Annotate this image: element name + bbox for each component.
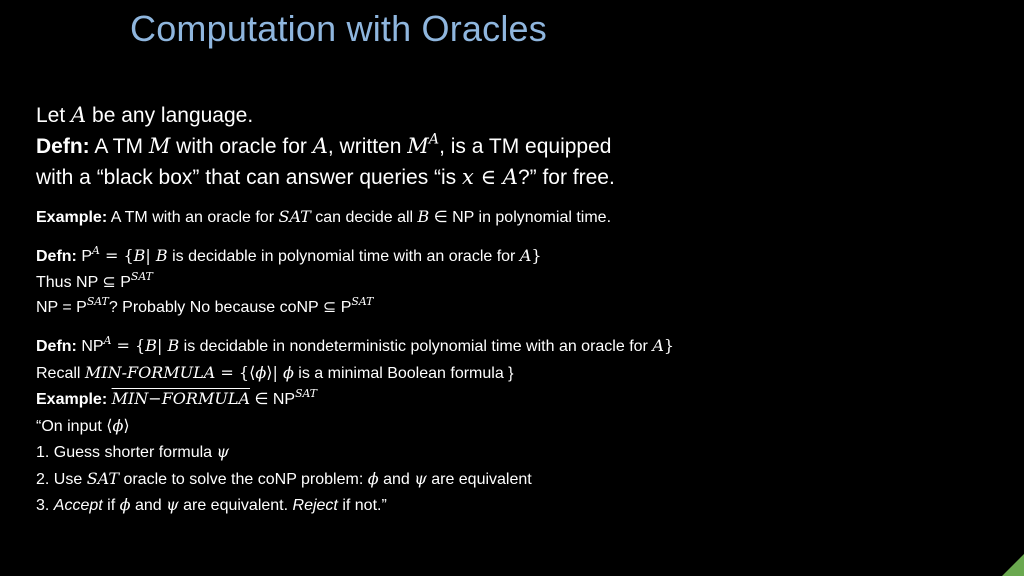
corner-accent-triangle — [1002, 554, 1024, 576]
np-question-line: NP = $P^{SAT}$? Probably No because coNP ⊆ $P^{SAT}$ — [36, 294, 374, 316]
intro-block — [36, 100, 615, 193]
defn-np-line: Defn: $NP^A = \{B|$ B is decidable in nondeterministic polynomial time with an oracle for A} — [36, 333, 675, 355]
step-1: 1. Guess shorter formula ψ — [36, 442, 230, 461]
defn-p-block — [36, 243, 542, 321]
defn-label: Defn: — [36, 135, 90, 158]
example-1: Example: A TM with an oracle for SAT can decide all B ∈ NP in polynomial time. — [36, 207, 612, 226]
defn-p-line: Defn: $P^A = \{B|$ B is decidable in polynomial time with an oracle for A} — [36, 243, 542, 265]
intro-line-1: Let A be any language. — [36, 103, 254, 127]
on-input-line: “On input ⟨ϕ⟩ — [36, 415, 130, 435]
defn-np-block — [36, 333, 674, 519]
slide-title: Computation with Oracles — [130, 8, 547, 49]
example-label: Example: — [36, 209, 108, 226]
step-3: 3. Accept if ϕ and ψ are equivalent. Reject if not.” — [36, 495, 387, 514]
recall-line: Recall MIN-FORMULA = {⟨ϕ⟩| ϕ is a minimal Boolean formula } — [36, 362, 514, 382]
intro-line-2: Defn: A TM M with oracle for A, written $M^A$, is a TM equipped — [36, 131, 612, 158]
intro-line-3: with a “black box” that can answer queries “is x ∈ A?” for free. — [36, 165, 615, 189]
example-2-line: Example: MIN−FORMULA ∈ $NP^{SAT}$ — [36, 386, 318, 408]
thus-line: Thus NP ⊆ $P^{SAT}$ — [36, 269, 153, 291]
step-2: 2. Use SAT oracle to solve the coNP problem: ϕ and ψ are equivalent — [36, 468, 532, 488]
